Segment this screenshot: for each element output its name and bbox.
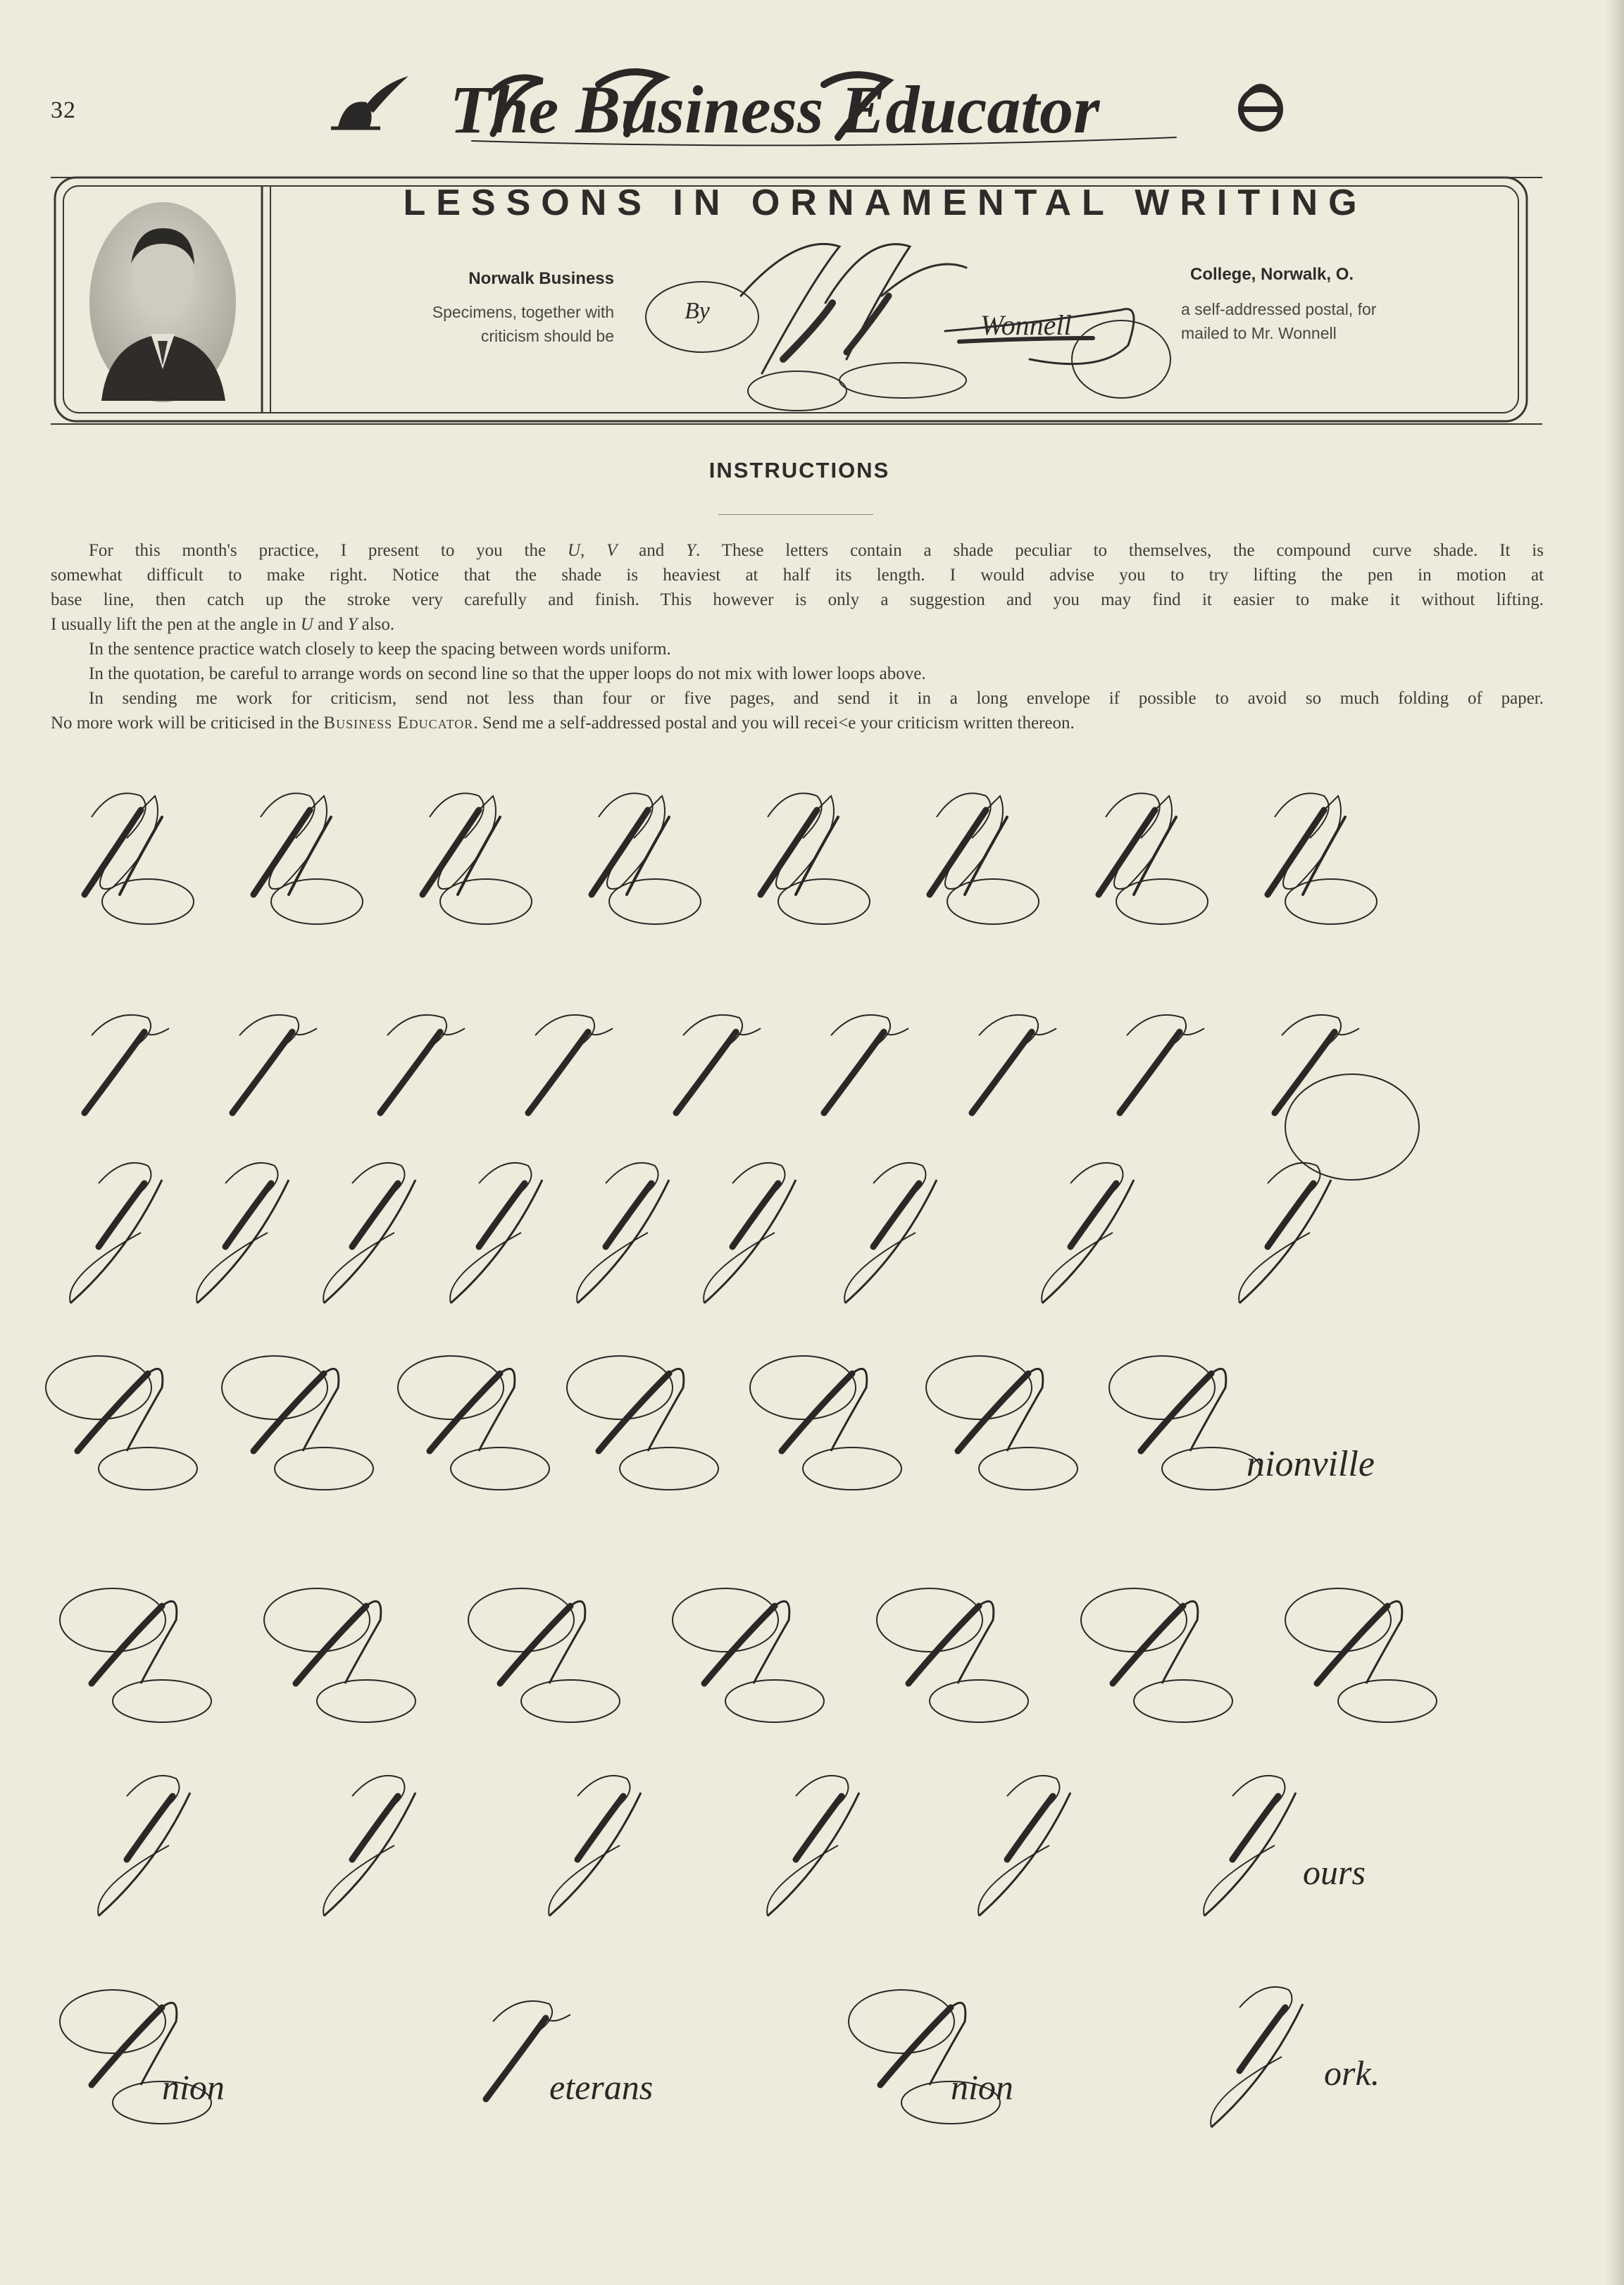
- specimen-word-5: nion: [951, 2067, 1013, 2107]
- header-text-left-2: criticism should be: [480, 327, 614, 345]
- p1-text-b: . These letters contain a shade peculiar to themselves, the compound curve shade. It is: [696, 541, 1544, 560]
- title-rule: [718, 514, 873, 515]
- specimen-word-3: nion: [162, 2067, 225, 2107]
- p1-letter-v: V: [606, 541, 618, 560]
- lesson-heading: LESSONS IN ORNAMENTAL WRITING: [403, 182, 1368, 223]
- header-text-left-1: Specimens, together with: [432, 303, 614, 321]
- instructions-paragraph-6: In the quotation, be careful to arrange words on second line so that the upper loops do not mix with lower loops above.: [89, 664, 926, 683]
- page-edge: [1606, 0, 1624, 2285]
- p8-publication: Business Educator: [323, 714, 474, 733]
- specimen-row-3: [70, 1163, 1331, 1303]
- page-number: 32: [51, 97, 76, 123]
- specimen-word-6: ork.: [1324, 2053, 1380, 2093]
- p8-text-a: No more work will be criticised in the: [51, 714, 324, 733]
- p4-letter-u: U: [300, 615, 313, 634]
- signature-by: By: [685, 298, 710, 324]
- p1-comma: ,: [580, 541, 607, 560]
- instructions-paragraph-5: In the sentence practice watch closely to keep the spacing between words uniform.: [89, 640, 671, 659]
- instructions-body: [51, 538, 1544, 735]
- specimen-canvas: [42, 761, 1563, 2254]
- instructions-title: INSTRUCTIONS: [708, 458, 890, 482]
- specimen-word-1: nionville: [1247, 1444, 1375, 1484]
- header-text-right-2: mailed to Mr. Wonnell: [1181, 324, 1337, 342]
- instructions-paragraph-8: [51, 711, 1544, 735]
- school-name-left: Norwalk Business: [468, 269, 614, 288]
- p1-letter-y: Y: [686, 541, 697, 560]
- instructions-paragraph-2: somewhat difficult to make right. Notice that the shade is heaviest at half its length. I would advise you to try lifting the pen in motion at: [51, 566, 1544, 585]
- specimen-word-2: ours: [1303, 1853, 1366, 1892]
- p1-letter-u: U: [567, 541, 580, 560]
- p4-letter-y: Y: [347, 615, 358, 634]
- p4-text-b: and: [313, 615, 348, 634]
- author-signature: [635, 218, 1199, 416]
- signature-art: [635, 218, 1199, 416]
- instructions-paragraph-4: [51, 612, 1544, 637]
- p4-text-c: also.: [357, 615, 395, 634]
- specimen-row-7: [60, 1987, 1380, 2127]
- specimen-row-4: [46, 1356, 1375, 1490]
- masthead-art: [331, 42, 1303, 169]
- quill-icon: [331, 76, 408, 128]
- specimen-word-4: eterans: [549, 2067, 654, 2107]
- portrait-photo: [87, 200, 238, 404]
- p4-text-a: I usually lift the pen at the angle in: [51, 615, 301, 634]
- emblem-icon: [1241, 87, 1280, 130]
- specimen-row-1: [85, 793, 1377, 924]
- p8-text-b: . Send me a self-addressed postal and you will recei<e your criticism written thereon.: [473, 714, 1075, 733]
- masthead-title: The Business Educator: [449, 72, 1100, 147]
- header-text-right-1: a self-addressed postal, for: [1181, 300, 1377, 318]
- school-name-right: College, Norwalk, O.: [1190, 265, 1354, 284]
- masthead: [331, 42, 1303, 169]
- signature-name: Wonnell: [980, 309, 1072, 341]
- instructions-paragraph-7: In sending me work for criticism, send not less than four or five pages, and send it in a long envelope if possible to avoid so much folding of paper.: [89, 689, 1544, 708]
- lesson-header-box: [51, 162, 1542, 431]
- portrait-icon: [87, 200, 238, 404]
- instructions-paragraph-3: base line, then catch up the stroke very carefully and finish. This however is only a suggestion and you may find it easier to make it without lifting.: [51, 590, 1544, 609]
- penmanship-specimens: [42, 761, 1563, 2254]
- instructions-paragraph-1: [51, 538, 1544, 563]
- specimen-row-6: [98, 1776, 1366, 1916]
- p1-text-a: For this month's practice, I present to you the: [89, 541, 568, 560]
- specimen-row-2: [85, 1015, 1419, 1180]
- specimen-row-5: [60, 1588, 1437, 1722]
- p1-and: and: [617, 541, 687, 560]
